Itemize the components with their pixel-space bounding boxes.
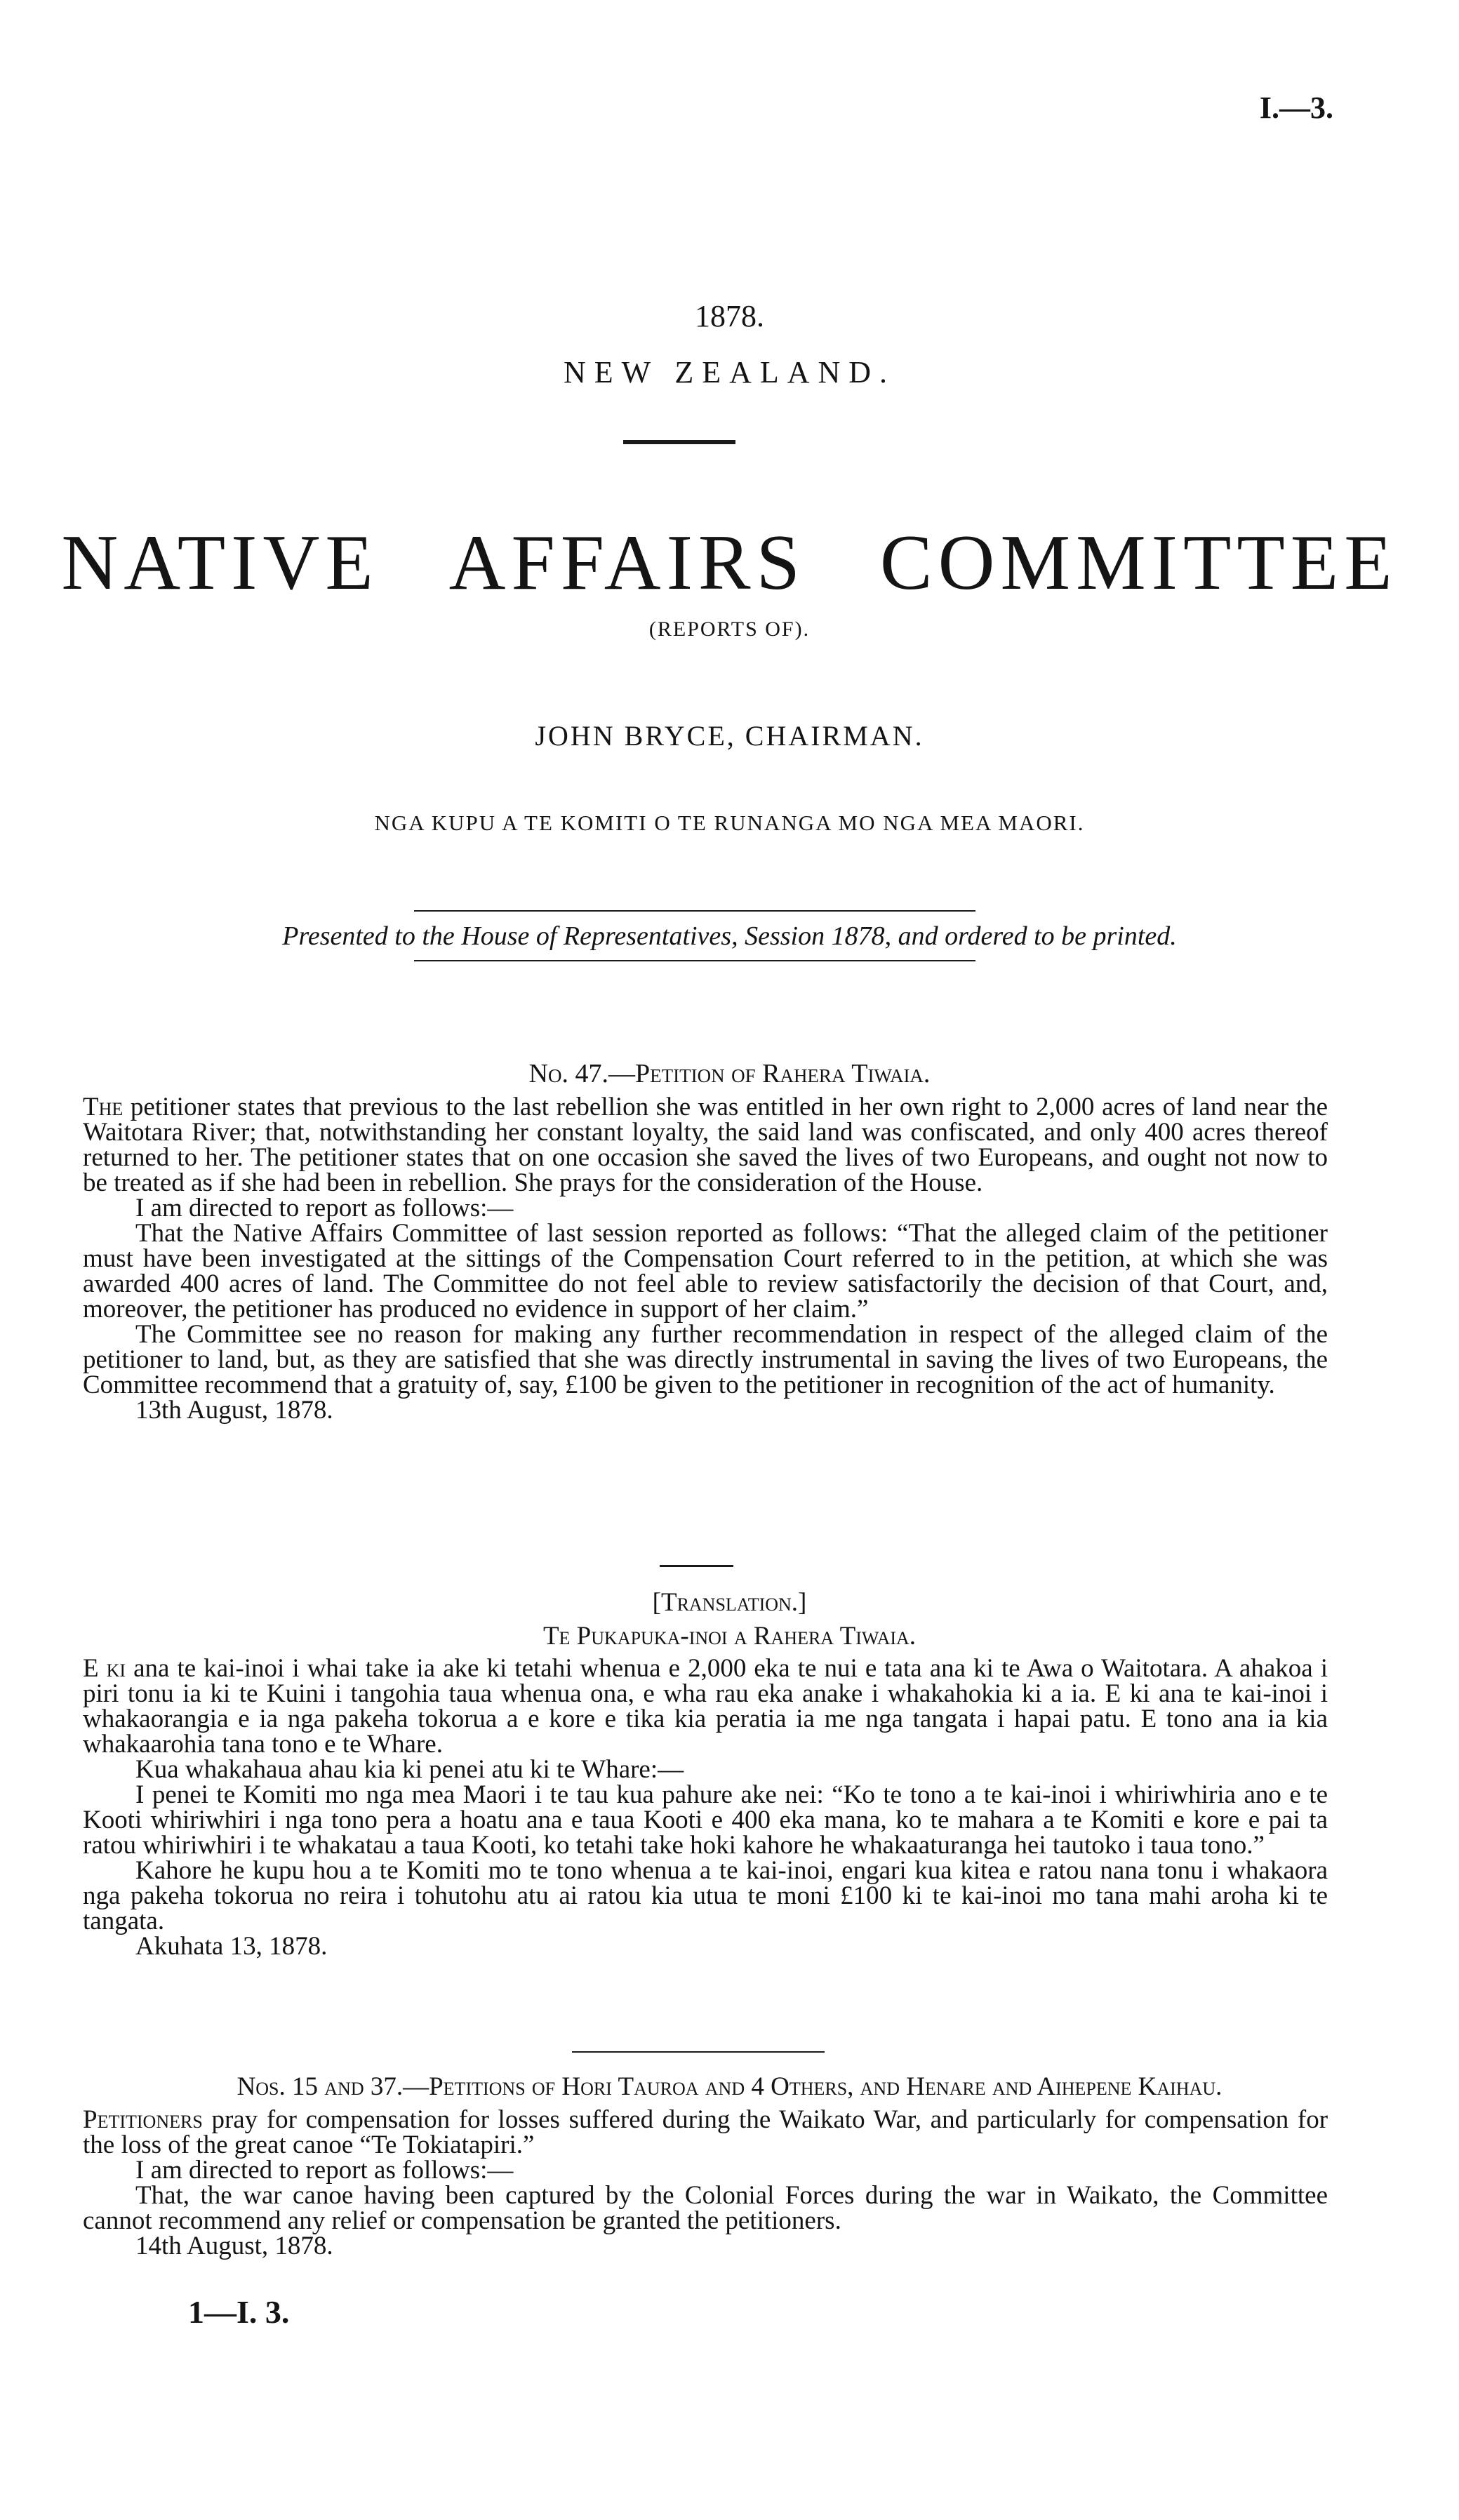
divider-petition-2 bbox=[572, 2051, 825, 2053]
translation-heading-text: Te Pukapuka-inoi a Rahera Tiwaia. bbox=[542, 1622, 917, 1651]
document-title: NATIVE AFFAIRS COMMITTEE bbox=[61, 519, 1398, 606]
presented-rule-top bbox=[414, 910, 975, 912]
petition-15-37-heading bbox=[0, 2072, 1459, 2102]
presented-rule-bottom bbox=[414, 960, 975, 961]
petition-47-body bbox=[83, 1095, 1328, 1423]
maori-title: NGA KUPU A TE KOMITI O TE RUNANGA MO NGA MEA MAORI. bbox=[374, 811, 1085, 835]
translation-para-2: Kua whakahaua ahau kia ki penei atu ki te Whare:— bbox=[135, 1755, 684, 1784]
translation-lead: E ki bbox=[83, 1654, 126, 1683]
document-subtitle: (REPORTS OF). bbox=[648, 618, 811, 641]
petition-15-37-para-3: That, the war canoe having been captured by the Colonial Forces during the war in Waikato, the Committee cannot recommend any relief or compensation be granted the petitioners. bbox=[83, 2181, 1328, 2235]
petition-47-title: No. 47.—Petition of Rahera Tiwaia. bbox=[528, 1059, 931, 1088]
petition-15-37-para-2: I am directed to report as follows:— bbox=[135, 2156, 514, 2185]
translation-label-text: [Translation.] bbox=[652, 1588, 807, 1617]
petition-47-heading bbox=[0, 1058, 1459, 1089]
presented-note: Presented to the House of Representatives, Session 1878, and ordered to be printed. bbox=[282, 921, 1177, 951]
petition-15-37-lead: Petitioners bbox=[83, 2105, 203, 2134]
translation-date: Akuhata 13, 1878. bbox=[135, 1932, 328, 1961]
translation-text-1: ana te kai-inoi i whai take ia ake ki tetahi whenua e 2,000 eka te nui e tata ana ki te Awa o Waitotara. A ahakoa i piri tonu ia ki te Kuini i tangohia taua whenua ona, e wha rau eka anake i whakahokia ki a ia. E ki ana te kai-inoi i whakaorangia e ia nga pakeha tokorua a e kore e tika kia peratia ia me nga tangata i hapai patu. E tono ana ia kia whakaarohia tana tono e te Whare. bbox=[83, 1654, 1328, 1759]
petition-47-para-4: The Committee see no reason for making any further recommendation in respect of the alleged claim of the petitioner to land, but, as they are satisfied that she was directly instrumental in saving the lives of two Europeans, the Committee recommend that a gratuity of, say, £100 be given to the petitioner in recognition of the act of humanity. bbox=[83, 1320, 1328, 1399]
petition-15-37-title: Nos. 15 and 37.—Petitions of Hori Tauroa and 4 Others, and Henare and Aihepene Kaihau. bbox=[236, 2072, 1223, 2101]
divider-translation bbox=[660, 1565, 733, 1567]
country-heading: NEW ZEALAND. bbox=[563, 355, 896, 389]
chairman: JOHN BRYCE, CHAIRMAN. bbox=[535, 720, 924, 752]
petition-47-date: 13th August, 1878. bbox=[135, 1396, 333, 1425]
page-reference: I.—3. bbox=[1259, 91, 1333, 125]
translation-para-3: I penei te Komiti mo nga mea Maori i te tau kua pahure ake nei: “Ko te tono a te kai-inoi i whiriwhiria ano e te Kooti whiriwhiri i nga tono pera a hoatu ana e taua Kooti e 400 eka mana, ko te mahara a te Komiti e kore e pai ta ratou whiriwhiri i te whakatau a taua Kooti, ko tetahi take hoki kahore he whakaaturanga hei tautoko i taua tono.” bbox=[83, 1780, 1328, 1860]
petition-47-lead: The bbox=[83, 1093, 124, 1121]
petition-47-para-2: I am directed to report as follows:— bbox=[135, 1194, 514, 1222]
translation-para-1 bbox=[83, 1656, 1328, 1757]
signature-mark: 1—I. 3. bbox=[188, 2294, 290, 2330]
petition-15-37-para-1 bbox=[83, 2107, 1328, 2158]
petition-47-para-1 bbox=[83, 1095, 1328, 1196]
petition-15-37-body bbox=[83, 2107, 1328, 2259]
petition-47-text-1: petitioner states that previous to the last rebellion she was entitled in her own right to 2,000 acres of land near the Waitotara River; that, notwithstanding her constant loyalty, the said land was confiscated, and only 400 acres thereof returned to her. The petitioner states that on one occasion she saved the lives of two Europeans, and ought not now to be treated as if she had been in rebellion. She prays for the consideration of the House. bbox=[83, 1093, 1328, 1197]
petition-15-37-text-1: pray for compensation for losses suffered during the Waikato War, and particularly for compensation for the loss of the great canoe “Te Tokiatapiri.” bbox=[83, 2105, 1328, 2159]
translation-heading bbox=[0, 1621, 1459, 1651]
petition-47-para-3: That the Native Affairs Committee of last session reported as follows: “That the alleged claim of the petitioner must have been investigated at the sittings of the Compensation Court referred to in the petition, at which she was awarded 400 acres of land. The Committee do not feel able to review satisfactorily the decision of that Court, and, moreover, the petitioner has produced no evidence in support of her claim.” bbox=[83, 1219, 1328, 1324]
year: 1878. bbox=[695, 299, 764, 333]
petition-15-37-date: 14th August, 1878. bbox=[135, 2232, 333, 2260]
translation-label bbox=[0, 1587, 1459, 1618]
translation-body bbox=[83, 1656, 1328, 1959]
divider-short bbox=[623, 440, 735, 444]
translation-para-4: Kahore he kupu hou a te Komiti mo te tono whenua a te kai-inoi, engari kua kitea e ratou nana tonu i whakaora nga pakeha tokorua no reira i tohutohu atu ai ratou kia utua te moni £100 ki te kai-inoi mo tana mahi aroha ki te tangata. bbox=[83, 1856, 1328, 1935]
